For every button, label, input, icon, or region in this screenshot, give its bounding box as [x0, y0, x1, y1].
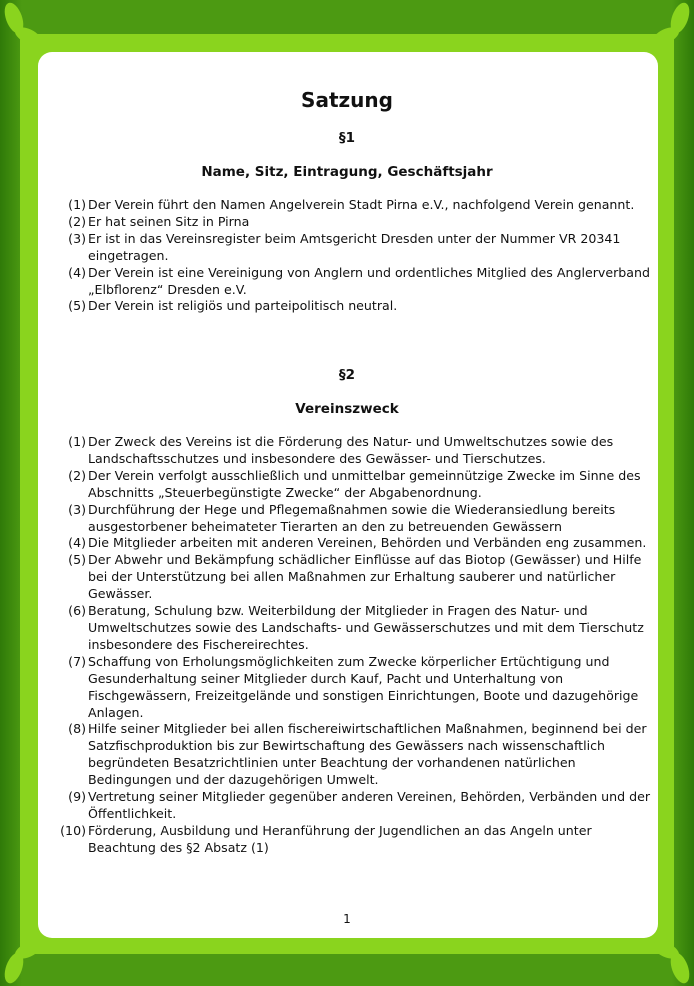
list-item-text: Der Verein ist religiös und parteipolitisch neutral. [88, 298, 398, 314]
leaf-corner-top-right-icon [646, 0, 694, 50]
leaf-corner-bottom-left-icon [0, 936, 48, 986]
list-item-text: Er ist in das Vereinsregister beim Amtsgericht Dresden unter der Nummer VR 20341 eingetragen. [88, 230, 621, 263]
list-item-number: (5) [68, 552, 86, 568]
list-item-number: (2) [68, 213, 86, 229]
list-item [58, 231, 658, 265]
list-item [58, 789, 658, 823]
list-item-text: Der Verein verfolgt ausschließlich und unmittelbar gemeinnützige Zwecke im Sinne des Abschnitts „Steuerbegünstigte Zwecke“ der Abgabenordnung. [88, 467, 641, 500]
section-2-list [58, 434, 658, 857]
document-title: Satzung [301, 88, 393, 112]
list-item-text: Der Zweck des Vereins ist die Förderung des Natur- und Umweltschutzes sowie des Landschaftsschutzes und insbesondere des Gewässer- und Tierschutzes. [88, 434, 614, 466]
leaf-corner-top-left-icon [0, 0, 48, 50]
list-item [58, 298, 658, 315]
list-item-number: (1) [68, 197, 86, 212]
list-item-text: Der Verein ist eine Vereinigung von Anglern und ordentliches Mitglied des Anglerverband „Elbflorenz“ Dresden e.V. [88, 264, 650, 297]
section-1-list [58, 197, 658, 315]
list-item [58, 552, 658, 603]
page-number: 1 [343, 912, 351, 926]
list-item [58, 468, 658, 502]
list-item-number: (8) [68, 721, 86, 737]
list-item [58, 197, 658, 214]
section-1-heading: Name, Sitz, Eintragung, Geschäftsjahr [201, 164, 493, 180]
list-item-number: (3) [68, 501, 86, 517]
list-item-number: (1) [68, 434, 86, 449]
list-item-text: Hilfe seiner Mitglieder bei allen fischereiwirtschaftlichen Maßnahmen, beginnend bei der Satzfischproduktion bis zur Bewirtschaftung des Gewässers nach wissenschaftlich begründeten Besatzrichtlinien unter Beachtung der vorhandenen natürlichen Bedingungen und der dazugehörigen Umwelt. [88, 721, 647, 788]
list-item [58, 434, 658, 468]
list-item-number: (9) [68, 789, 86, 805]
list-item-text: Vertretung seiner Mitglieder gegenüber anderen Vereinen, Behörden, Verbänden und der Öffentlichkeit. [88, 789, 651, 821]
list-item [58, 502, 658, 536]
list-item [58, 654, 658, 722]
list-item [58, 603, 658, 654]
list-item-number: (10) [60, 822, 86, 838]
list-item-number: (6) [68, 603, 86, 619]
section-2-number: §2 [338, 367, 356, 383]
list-item-text: Schaffung von Erholungsmöglichkeiten zum Zwecke körperlicher Ertüchtigung und Gesunderhaltung seiner Mitglieder durch Kauf, Pacht und Unterhaltung von Fischgewässern, Freizeitgelände und sonstigen Einrichtungen, Boote und dazugehörige Anlagen. [88, 653, 639, 720]
list-item-number: (2) [68, 467, 86, 483]
list-item [58, 823, 658, 857]
list-item [58, 214, 658, 231]
list-item-number: (4) [68, 264, 86, 280]
list-item-text: Er hat seinen Sitz in Pirna [88, 213, 250, 229]
list-item-text: Durchführung der Hege und Pflegemaßnahmen sowie die Wiederansiedlung bereits ausgestorbener beheimateter Tierarten an den zu betreuenden Gewässern [88, 501, 616, 534]
section-2-heading: Vereinszweck [295, 401, 399, 417]
list-item-text: Der Abwehr und Bekämpfung schädlicher Einflüsse auf das Biotop (Gewässer) und Hilfe bei der Unterstützung bei allen Maßnahmen zur Erhaltung sauberer und natürlicher Gewässer. [88, 552, 642, 602]
leaf-corner-bottom-right-icon [646, 936, 694, 986]
list-item [58, 265, 658, 299]
list-item-number: (7) [68, 653, 86, 669]
list-item [58, 535, 658, 552]
list-item-text: Förderung, Ausbildung und Heranführung der Jugendlichen an das Angeln unter Beachtung des §2 Absatz (1) [88, 822, 592, 855]
list-item-text: Die Mitglieder arbeiten mit anderen Vereinen, Behörden und Verbänden eng zusammen. [88, 535, 647, 551]
list-item-number: (4) [68, 535, 86, 551]
list-item-text: Beratung, Schulung bzw. Weiterbildung der Mitglieder in Fragen des Natur- und Umweltschutzes sowie des Landschafts- und Gewässerschutzes und mit dem Tierschutz insbesondere des Fischereirechtes. [88, 603, 644, 652]
section-1-number: §1 [338, 130, 356, 146]
list-item [58, 721, 658, 789]
list-item-text: Der Verein führt den Namen Angelverein Stadt Pirna e.V., nachfolgend Verein genannt. [88, 197, 635, 212]
list-item-number: (5) [68, 298, 86, 314]
list-item-number: (3) [68, 230, 86, 246]
